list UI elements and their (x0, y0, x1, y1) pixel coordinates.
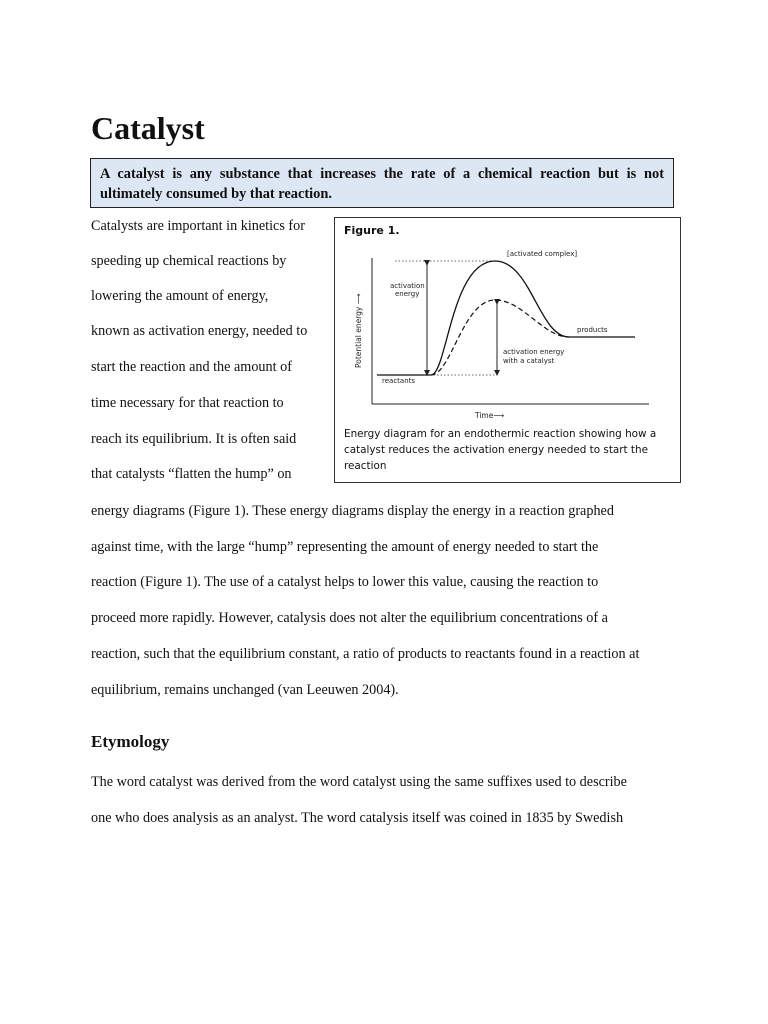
body-line: reaction (Figure 1). The use of a catalyst helps to lower this value, causing the reaction to (91, 574, 599, 590)
y-axis-label: Potential energy ⟶ (354, 293, 363, 368)
label-activated-complex: [activated complex] (507, 250, 578, 258)
body-line: proceed more rapidly. However, catalysis does not alter the equilibrium concentrations of a (91, 610, 608, 626)
body-line: lowering the amount of energy, (91, 288, 269, 304)
page-title: Catalyst (91, 110, 205, 146)
body-line: equilibrium, remains unchanged (van Leeuwen 2004). (91, 682, 399, 698)
label-reactants: reactants (382, 377, 416, 385)
body-line: one who does analysis as an analyst. The word catalysis itself was coined in 1835 by Swedish (91, 810, 624, 826)
body-line: known as activation energy, needed to (91, 323, 308, 339)
figure-title: Figure 1. (344, 224, 400, 237)
body-line: that catalysts “flatten the hump” on (91, 466, 292, 482)
body-line: against time, with the large “hump” representing the amount of energy needed to start the (91, 539, 599, 555)
label-catalyst-2: with a catalyst (503, 357, 555, 365)
figure-caption: Energy diagram for an endothermic reaction showing how a catalyst reduces the activation energy needed to start the reaction (344, 428, 657, 472)
body-line: time necessary for that reaction to (91, 395, 284, 411)
label-products: products (577, 326, 608, 334)
body-line: Catalysts are important in kinetics for (91, 218, 305, 234)
body-line: reaction, such that the equilibrium constant, a ratio of products to reactants found in a reaction at (91, 646, 640, 662)
x-axis-label: Time⟶ (475, 411, 505, 420)
figure-energy-diagram (334, 217, 681, 483)
section-heading-etymology: Etymology (91, 732, 170, 751)
body-line: speeding up chemical reactions by (91, 253, 287, 269)
body-line: energy diagrams (Figure 1). These energy diagrams display the energy in a reaction graphed (91, 503, 614, 519)
definition-box: A catalyst is any substance that increases the rate of a chemical reaction but is not ultimately consumed by that reaction. (90, 158, 674, 208)
label-catalyst-1: activation energy (503, 348, 565, 356)
body-line: start the reaction and the amount of (91, 359, 292, 375)
label-activation-energy-1: activation (390, 282, 425, 290)
body-line: reach its equilibrium. It is often said (91, 431, 297, 447)
label-activation-energy-2: energy (395, 290, 420, 298)
body-line: The word catalyst was derived from the word catalyst using the same suffixes used to describe (91, 774, 627, 790)
